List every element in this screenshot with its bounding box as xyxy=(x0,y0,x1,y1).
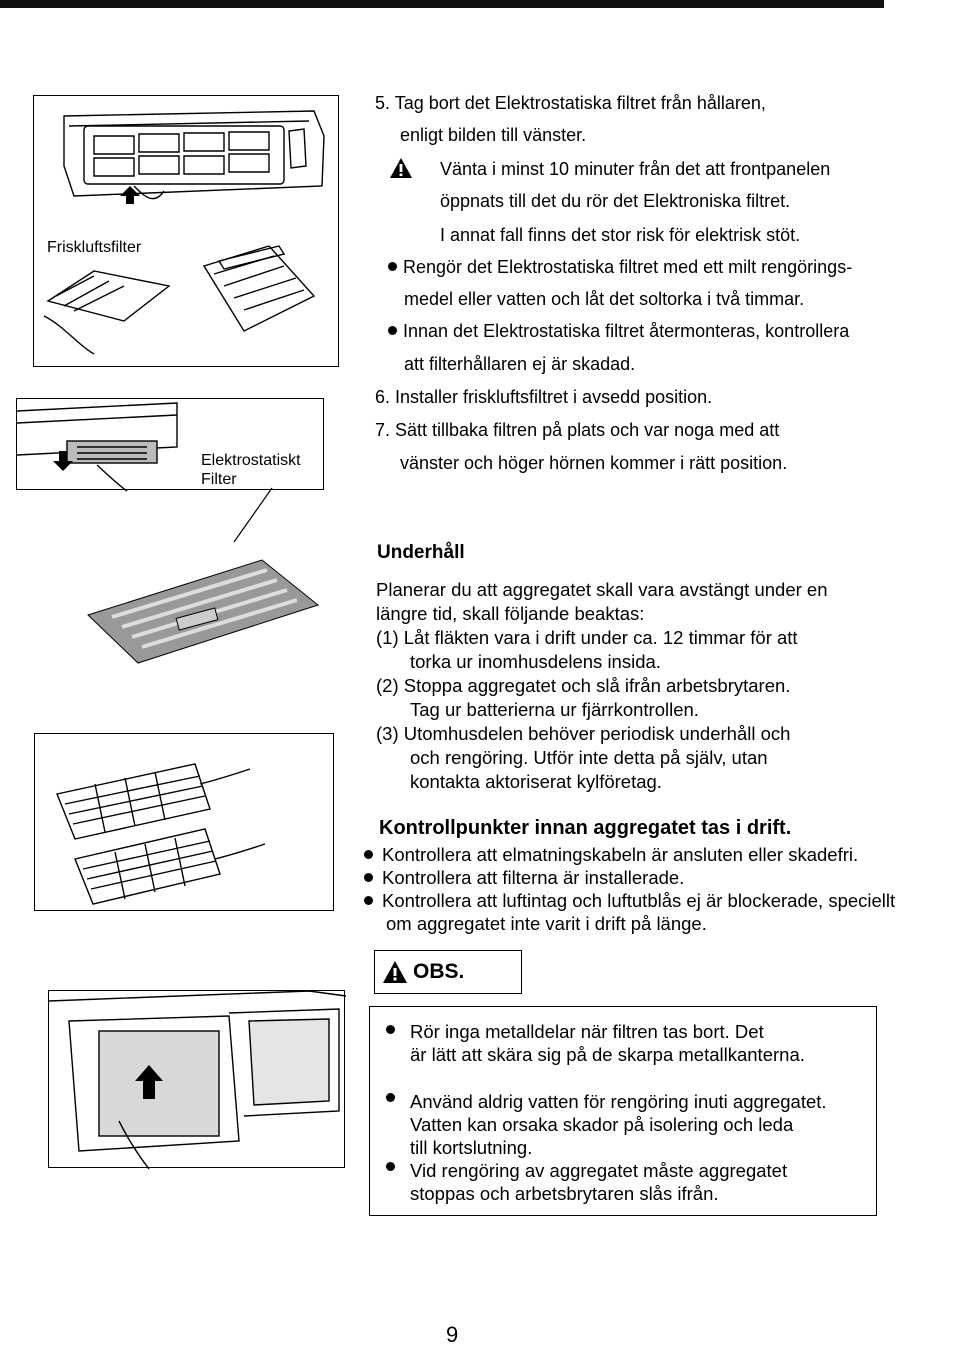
checkpoint-item: Kontrollera att luftintag och luftutblås ej är blockerade, speciellt xyxy=(364,889,895,913)
filter-panel-illustration xyxy=(82,555,342,665)
bullet2-line2: att filterhållaren ej är skadad. xyxy=(404,354,636,374)
maintenance-line: Planerar du att aggregatet skall vara avstängt under en xyxy=(376,579,828,600)
bullet-icon xyxy=(364,896,373,905)
fresh-air-filter-label: Friskluftsfilter xyxy=(47,239,142,256)
checkpoints-heading: Kontrollpunkter innan aggregatet tas i drift. xyxy=(379,817,792,839)
maintenance-line: (3) Utomhusdelen behöver periodisk underhåll och xyxy=(376,723,791,744)
step5-line2: enligt bilden till vänster. xyxy=(400,125,587,145)
maintenance-line: (1) Låt fläkten vara i drift under ca. 12 timmar för att xyxy=(376,627,798,648)
maintenance-line: (2) Stoppa aggregatet och slå ifrån arbetsbrytaren. xyxy=(376,675,791,696)
checkpoint-item: Kontrollera att filterna är installerade. xyxy=(364,866,684,890)
warning-line2: öppnats till det du rör det Elektroniska filtret. xyxy=(440,191,791,211)
electrostatic-label-line2: Filter xyxy=(201,471,237,488)
bullet1-line2: medel eller vatten och låt det soltorka i två timmar. xyxy=(404,289,805,309)
filter-cleaning-illustration xyxy=(35,734,335,912)
maintenance-line: kontakta aktoriserat kylföretag. xyxy=(410,771,662,792)
bullet-icon xyxy=(386,1093,395,1102)
obs-item: stoppas och arbetsbrytaren slås ifrån. xyxy=(410,1183,719,1204)
obs-label-box xyxy=(374,950,522,994)
maintenance-line: längre tid, skall följande beaktas: xyxy=(376,603,645,624)
maintenance-line: torka ur inomhusdelens insida. xyxy=(410,651,661,672)
obs-item: Använd aldrig vatten för rengöring inuti aggregatet. xyxy=(410,1091,827,1112)
step6: 6. Installer friskluftsfiltret i avsedd position. xyxy=(375,387,713,407)
bullet1-line1: Rengör det Elektrostatiska filtret med ett milt rengörings- xyxy=(388,256,852,278)
warning-line3: I annat fall finns det stor risk för elektrisk stöt. xyxy=(440,225,801,245)
warning-icon xyxy=(383,961,407,983)
obs-item: är lätt att skära sig på de skarpa metallkanterna. xyxy=(410,1044,805,1065)
warning-icon xyxy=(390,158,412,178)
bullet-icon xyxy=(386,1025,395,1034)
page-number: 9 xyxy=(446,1322,459,1347)
bullet-icon xyxy=(388,326,397,335)
step5-line1: 5. Tag bort det Elektrostatiska filtret från hållaren, xyxy=(375,93,766,113)
filter-insertion-illustration xyxy=(49,991,346,1169)
step7-line2: vänster och höger hörnen kommer i rätt position. xyxy=(400,453,788,473)
obs-item: Vid rengöring av aggregatet måste aggregatet xyxy=(410,1160,788,1181)
obs-item: Rör inga metalldelar när filtren tas bort. Det xyxy=(410,1021,764,1042)
figure-filter-cleaning xyxy=(34,733,334,911)
bullet-icon xyxy=(364,850,373,859)
maintenance-line: Tag ur batterierna ur fjärrkontrollen. xyxy=(410,699,699,720)
obs-item: till kortslutning. xyxy=(410,1137,533,1158)
step7-line1: 7. Sätt tillbaka filtren på plats och var noga med att xyxy=(375,420,780,440)
obs-label: OBS. xyxy=(413,960,465,983)
maintenance-heading: Underhåll xyxy=(377,542,465,563)
checkpoint-item-continued: om aggregatet inte varit i drift på länge. xyxy=(386,913,707,934)
bullet2-line1: Innan det Elektrostatiska filtret återmonteras, kontrollera xyxy=(388,320,849,342)
obs-item: Vatten kan orsaka skador på isolering och leda xyxy=(410,1114,794,1135)
bullet-icon xyxy=(388,262,397,271)
bullet-icon xyxy=(386,1162,395,1171)
checkpoint-item: Kontrollera att elmatningskabeln är ansluten eller skadefri. xyxy=(364,843,858,867)
bullet-icon xyxy=(364,873,373,882)
figure-filter-insertion xyxy=(48,990,345,1168)
electrostatic-label-line1: Elektrostatiskt xyxy=(201,452,301,469)
warning-line1: Vänta i minst 10 minuter från det att frontpanelen xyxy=(440,159,831,179)
maintenance-line: och rengöring. Utför inte detta på själv, utan xyxy=(410,747,768,768)
